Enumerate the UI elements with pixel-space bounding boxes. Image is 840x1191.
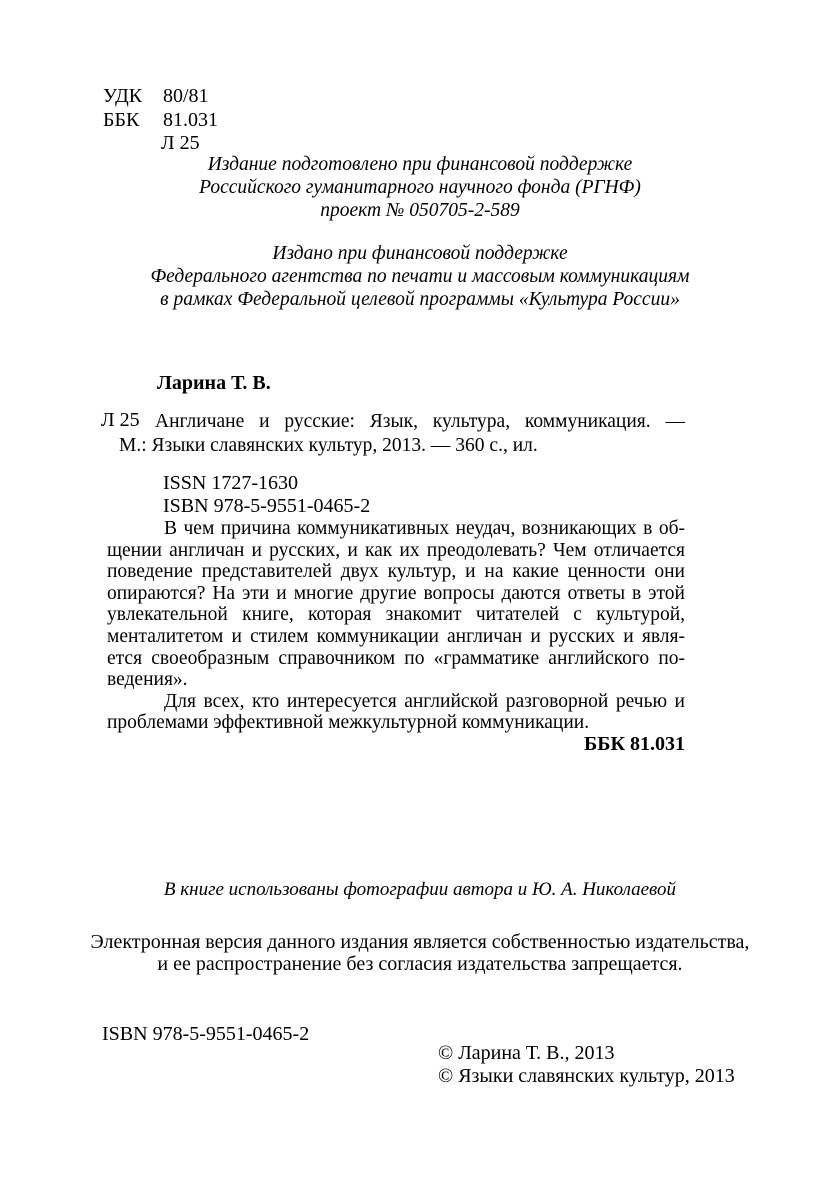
citation-line-2: М.: Языки славянских культур, 2013. — 360 с., ил. xyxy=(119,435,538,456)
catalog-code: Л 25 xyxy=(101,409,140,431)
udk-label: УДК xyxy=(103,85,143,107)
funding-rgnf-line-3: проект № 050705-2-589 xyxy=(320,200,520,221)
photo-credit: В книге использованы фотографии автора и Ю. А. Николаевой xyxy=(163,879,677,900)
electronic-version-notice xyxy=(0,932,840,975)
bbk-reference: ББК 81.031 xyxy=(584,732,685,755)
copyright-publisher: © Языки славянских культур, 2013 xyxy=(438,1065,735,1088)
notice-line-2: и ее распространение без согласия издательства запрещается. xyxy=(157,952,683,975)
annotation-p1-line-3: поведение представителей двух культур, и на какие ценности они xyxy=(107,561,685,583)
citation-line-1: Англичане и русские: Язык, культура, коммуникация. — xyxy=(155,411,685,432)
classification-block xyxy=(103,85,218,156)
annotation-block xyxy=(107,518,685,756)
annotation-p1-line-8: ведения». xyxy=(107,669,188,691)
bibliographic-citation xyxy=(119,410,685,458)
bbk-row xyxy=(103,109,218,133)
udk-row xyxy=(103,85,218,109)
issn-line: ISSN 1727-1630 xyxy=(163,472,299,494)
funding-note-fapmk xyxy=(0,242,840,311)
annotation-p2-line-1: Для всех, кто интересуется английской разговорной речью и xyxy=(164,690,685,712)
annotation-p2-line-2: проблемами эффективной межкультурной коммуникации. xyxy=(107,712,590,734)
annotation-p1-line-4: опираются? На эти и многие другие вопросы даются ответы в этой xyxy=(107,582,685,604)
identifiers-block xyxy=(163,472,370,517)
funding-rgnf-line-1: Издание подготовлено при финансовой поддержке xyxy=(207,154,633,175)
bbk-value: 81.031 xyxy=(163,108,218,131)
annotation-p1-line-6: менталитетом и стилем коммуникации англичан и русских и явля- xyxy=(107,625,685,647)
funding-fapmk-line-3: в рамках Федеральной целевой программы «Культура России» xyxy=(160,289,680,310)
author-name: Ларина Т. В. xyxy=(157,372,271,394)
annotation-p1-line-1: В чем причина коммуникативных неудач, возникающих в об- xyxy=(164,518,685,539)
funding-fapmk-line-1: Издано при финансовой поддержке xyxy=(272,243,568,264)
copyright-block xyxy=(438,1042,735,1089)
annotation-p1-line-2: щении англичан и русских, и как их преодолевать? Чем отличается xyxy=(107,539,685,561)
notice-line-1: Электронная версия данного издания является собственностью издательства, xyxy=(90,931,750,953)
bbk-label: ББК xyxy=(103,108,140,131)
isbn-bottom: ISBN 978-5-9551-0465-2 xyxy=(102,1023,310,1045)
annotation-p1-line-7: ется своеобразным справочником по «грамматике английского по- xyxy=(107,647,685,669)
funding-note-rgnf xyxy=(0,153,840,222)
isbn-line: ISBN 978-5-9551-0465-2 xyxy=(163,494,371,517)
author-code: Л 25 xyxy=(161,132,200,154)
author-code-row xyxy=(103,132,218,156)
udk-value: 80/81 xyxy=(163,85,209,107)
funding-rgnf-line-2: Российского гуманитарного научного фонда (РГНФ) xyxy=(199,177,641,198)
copyright-author: © Ларина Т. В., 2013 xyxy=(438,1042,615,1064)
funding-fapmk-line-2: Федерального агентства по печати и массовым коммуникациям xyxy=(150,266,690,287)
annotation-p1-line-5: увлекательной книге, которая знакомит читателей с культурой, xyxy=(107,604,685,626)
